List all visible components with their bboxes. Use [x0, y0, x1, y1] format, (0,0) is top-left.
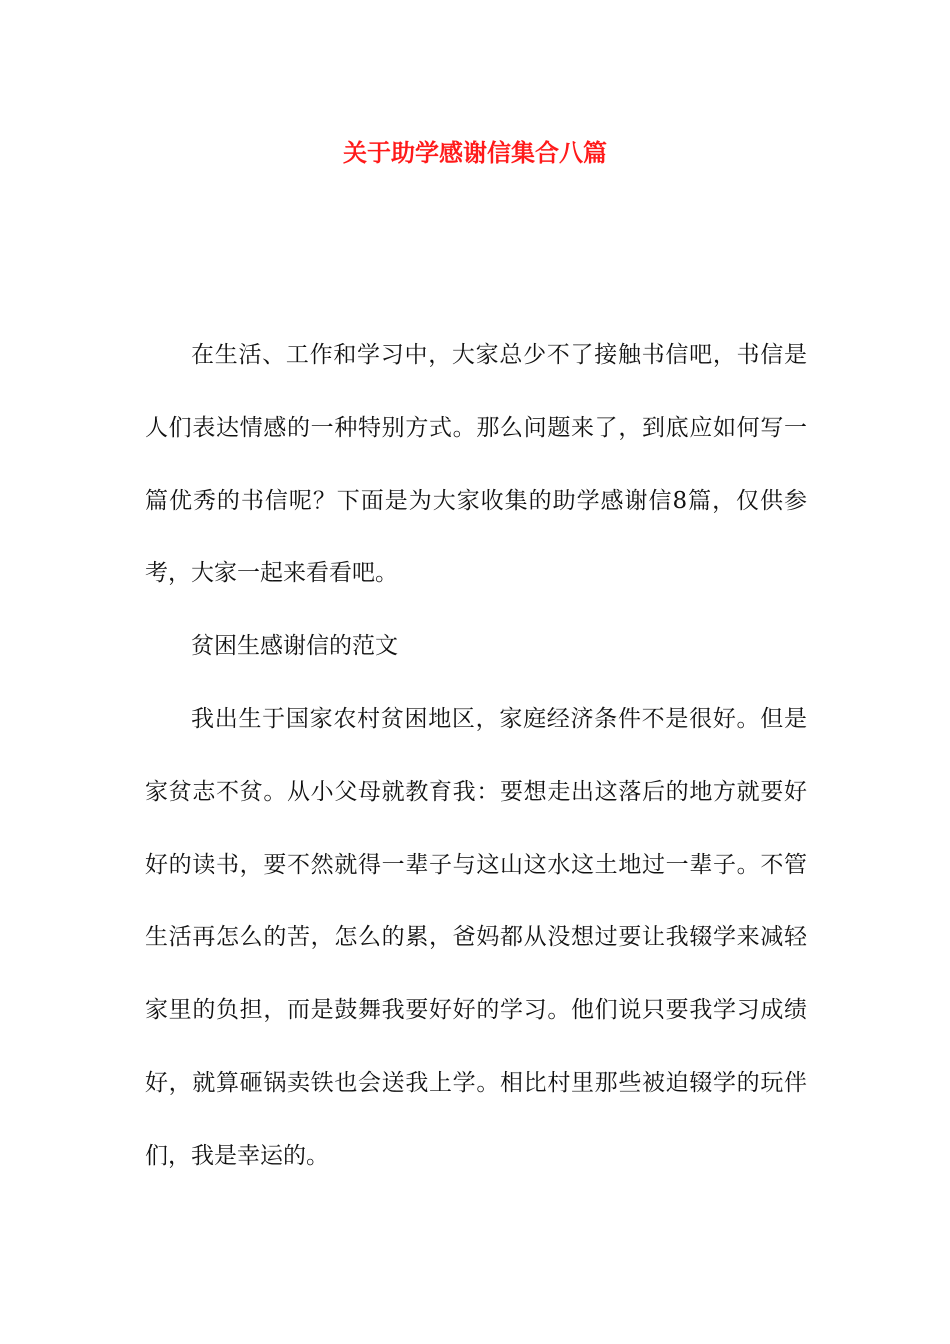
section-heading: 贫困生感谢信的范文 [191, 633, 398, 660]
intro-paragraph: 在生活、工作和学习中，大家总少不了接触书信吧，书信是人们表达情感的一种特别方式。那么问题来了，到底应如何写一篇优秀的书信呢？下面是为大家收集的助学感谢信8篇，仅供参考，大家一起来看看吧。 [145, 342, 807, 587]
document-body [145, 319, 807, 1193]
body-paragraph: 我出生于国家农村贫困地区，家庭经济条件不是很好。但是家贫志不贫。从小父母就教育我：要想走出这落后的地方就要好好的读书，要不然就得一辈子与这山这水这土地过一辈子。不管生活再怎么的苦，怎么的累，爸妈都从没想过要让我辍学来减轻家里的负担，而是鼓舞我要好好的学习。他们说只要我学习成绩好，就算砸锅卖铁也会送我上学。相比村里那些被迫辍学的玩伴们，我是幸运的。 [145, 705, 807, 1169]
document-title: 关于助学感谢信集合八篇 [343, 138, 607, 167]
